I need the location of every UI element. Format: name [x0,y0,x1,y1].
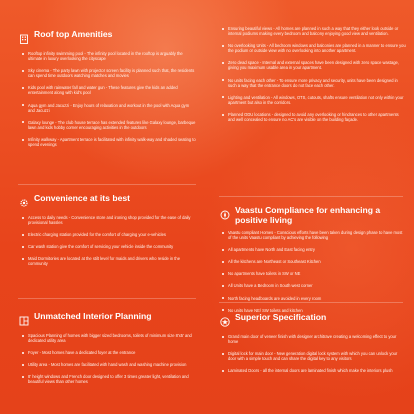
list-item: No units have NE/ SW toilets and kitchen [207,308,414,313]
star-icon [220,314,230,324]
layout-icon [19,313,29,323]
vaastu-list [207,230,414,313]
list-item: Planned ODU locations - designed to avoid any overlooking or hindrances to other apartments and well concealed to ensure no AC's are visible on the building façade. [207,112,414,122]
convenience-list [0,215,207,267]
list-item: Utility area - Most homes are facilitated with hand wash and washing machine provision [0,362,207,367]
list-item: Zero dead space - Internal and external spaces have been designed with zero space wastage, giving you maximum usable area in your apartment. [207,60,414,70]
compass-icon [220,207,230,217]
list-item: Kids pool with rainwater fall and water gun - These features give the kids an added entertainment along with kid's pool [0,85,207,95]
list-item: All Units have a Bedroom in South west corner [207,283,414,288]
section-title: Roof top Amenities [34,29,113,39]
list-item: Rooftop infinity swimming pool - The infinity pool located in the rooftop is arguably the ultimate in luxury overlooking the cityscape [0,51,207,61]
list-item: Grand main door of veneer finish with designer architrave creating a welcoming effect to your home [207,334,414,344]
section-header [207,205,414,230]
amenities-list [0,51,207,147]
list-item: All the kitchens are Northeast or Southeast Kitchen [207,259,414,264]
design-list [207,26,414,122]
section-title: Vaastu Compliance for enhancing a positive living [235,205,381,225]
section-title: Unmatched Interior Planning [34,311,152,321]
list-item: No apartments have toilets in SW or NE [207,271,414,276]
list-item: Galaxy lounge - The club house terrace has extended features like Galaxy lounge, barbeque lawn and kids hobby corner encouraging activities in the outdoors [0,120,207,130]
divider [219,196,403,197]
list-item: Spacious Planning of homes with bigger sized bedrooms, toilets of minimum size 8'x5' and dedicated utility area [0,333,207,343]
specification-list [207,334,414,373]
list-item: No overlooking Units - All bedroom windows and balconies are planned in a manner to ensure you the podium or outside view with no overlooking into another apartment. [207,43,414,53]
building-icon [19,31,29,41]
divider [18,298,196,299]
list-item: Lighting and ventilation - All windows, OTS, cutouts, shafts ensure ventilation not only within your apartment but also in the corridors. [207,95,414,105]
section-header [0,311,207,333]
list-item: 8' height windows and French door designed to offer 3 times greater light, ventilation and beautiful views than other homes [0,374,207,384]
divider [219,302,403,303]
list-item: Access to daily needs - Convenience store and ironing shop provided for the ease of daily provisional hassles [0,215,207,225]
superior-specification-section [207,312,414,380]
list-item: Vaastu compliant Homes - Conscious efforts have been taken during design phase to have most of the units Vaastu compliant by achieving the following [207,230,414,240]
interior-list [0,333,207,385]
list-item: Infinity walkway - Apartment terrace is facilitated with infinity walk-way and shaded seating to spend evenings [0,137,207,147]
list-item: Foyer - Most homes have a dedicated foyer at the entrance [0,350,207,355]
section-title: Superior Specification [235,312,327,322]
section-header [0,193,207,215]
list-item: North facing headboards are avoided in every room [207,296,414,301]
list-item: Laminated Doors - all the internal doors are laminated finish which make the interiors plush [207,368,414,373]
section-header [0,29,207,51]
list-item: Maid Dormitories are located at the stilt level for maids and drivers who reside in the community [0,256,207,266]
list-item: Sky cinema - The party lawn with projector screen facility is planned such that, the residents can spend time outdoors watching matches and movies [0,68,207,78]
list-item: Car wash station give the comfort of servicing your vehicle inside the community [0,244,207,249]
list-item: All apartments have North and East facing entry [207,247,414,252]
list-item: Digital lock for main door - New generation digital lock system with which you can unlock your door with a simple touch and can share the digital key to any visitors [207,351,414,361]
section-header [207,312,414,334]
roof-top-amenities-section [0,29,207,154]
list-item: Electric charging station provided for the comfort of charging your e-vehicles [0,232,207,237]
convenience-section [0,193,207,274]
list-item: Ensuring beautiful views - All homes are planned in such a way that they either look outside or internal podiums making every bedroom and balcony enjoying good view and ventilation. [207,26,414,36]
list-item: Aqua gym and Jacuzzi - Enjoy hours of relaxation and workout in the pool with Aqua gym and Jacuzzi [0,103,207,113]
section-title: Convenience at its best [34,193,130,203]
interior-planning-section [0,311,207,392]
design-features-section [207,26,414,129]
list-item: No units facing each other - To ensure more privacy and security, units have been designed in such a way that the entrance doors do not face each other. [207,78,414,88]
divider [18,184,196,185]
gear-icon [19,195,29,205]
